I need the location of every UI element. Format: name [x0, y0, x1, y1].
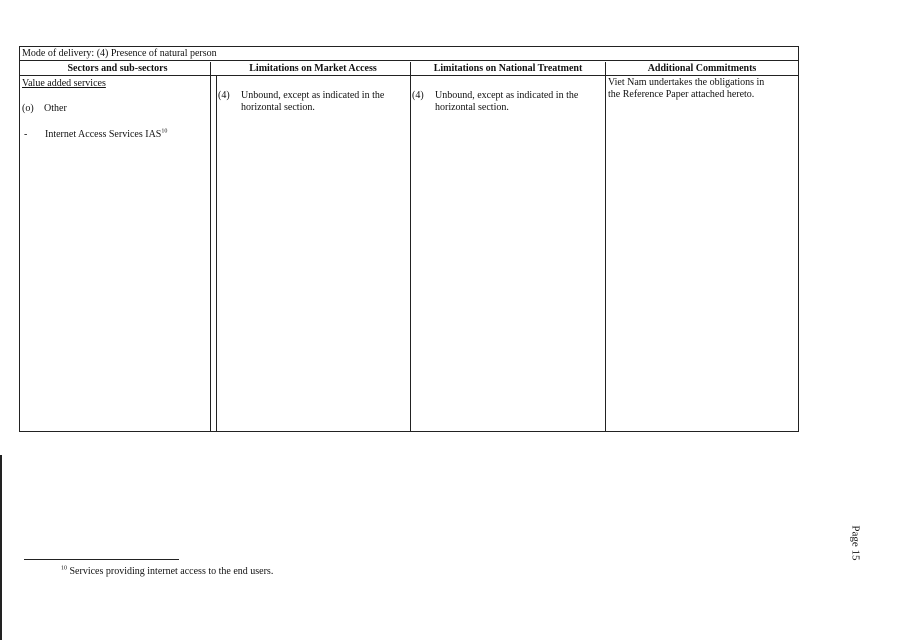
page-number: Page 15: [849, 525, 862, 561]
mode-of-delivery: Mode of delivery: (4) Presence of natural person: [20, 47, 798, 61]
column-divider: [798, 62, 799, 428]
additional-commitments-line-1: Viet Nam undertakes the obligations in: [608, 77, 765, 88]
sub-sector-name: Other: [44, 103, 67, 114]
header-row: [20, 62, 798, 76]
page-edge-line: [0, 455, 2, 640]
sector-title: Value added services: [22, 78, 106, 89]
additional-commitments-line-2: the Reference Paper attached hereto.: [608, 89, 755, 100]
national-treatment-num: (4): [412, 90, 424, 101]
column-divider: [410, 62, 411, 431]
market-access-text-1: Unbound, except as indicated in the: [241, 90, 385, 101]
column-divider: [210, 62, 211, 431]
column-divider: [605, 62, 606, 431]
header-additional-commitments: Additional Commitments: [647, 63, 757, 74]
bullet: -: [24, 129, 28, 140]
footnote-separator: [24, 559, 179, 560]
market-access-text-2: horizontal section.: [241, 102, 315, 113]
national-treatment-text-1: Unbound, except as indicated in the: [435, 90, 579, 101]
header-sectors: Sectors and sub-sectors: [67, 63, 168, 74]
footnote-text: Services providing internet access to the end users.: [69, 566, 274, 577]
header-market-access: Limitations on Market Access: [249, 63, 377, 74]
footnote-ref: 10: [161, 128, 168, 135]
schedule-table: [19, 46, 799, 432]
footnote-number: 10: [61, 565, 67, 572]
sector-item-text: Internet Access Services IAS: [45, 129, 162, 140]
sector-item: [45, 129, 167, 141]
column-divider: [216, 76, 217, 431]
market-access-num: (4): [218, 90, 230, 101]
header-national-treatment: Limitations on National Treatment: [433, 63, 583, 74]
national-treatment-text-2: horizontal section.: [435, 102, 509, 113]
footnote: [61, 566, 273, 578]
sub-sector-label: (o): [22, 103, 34, 114]
